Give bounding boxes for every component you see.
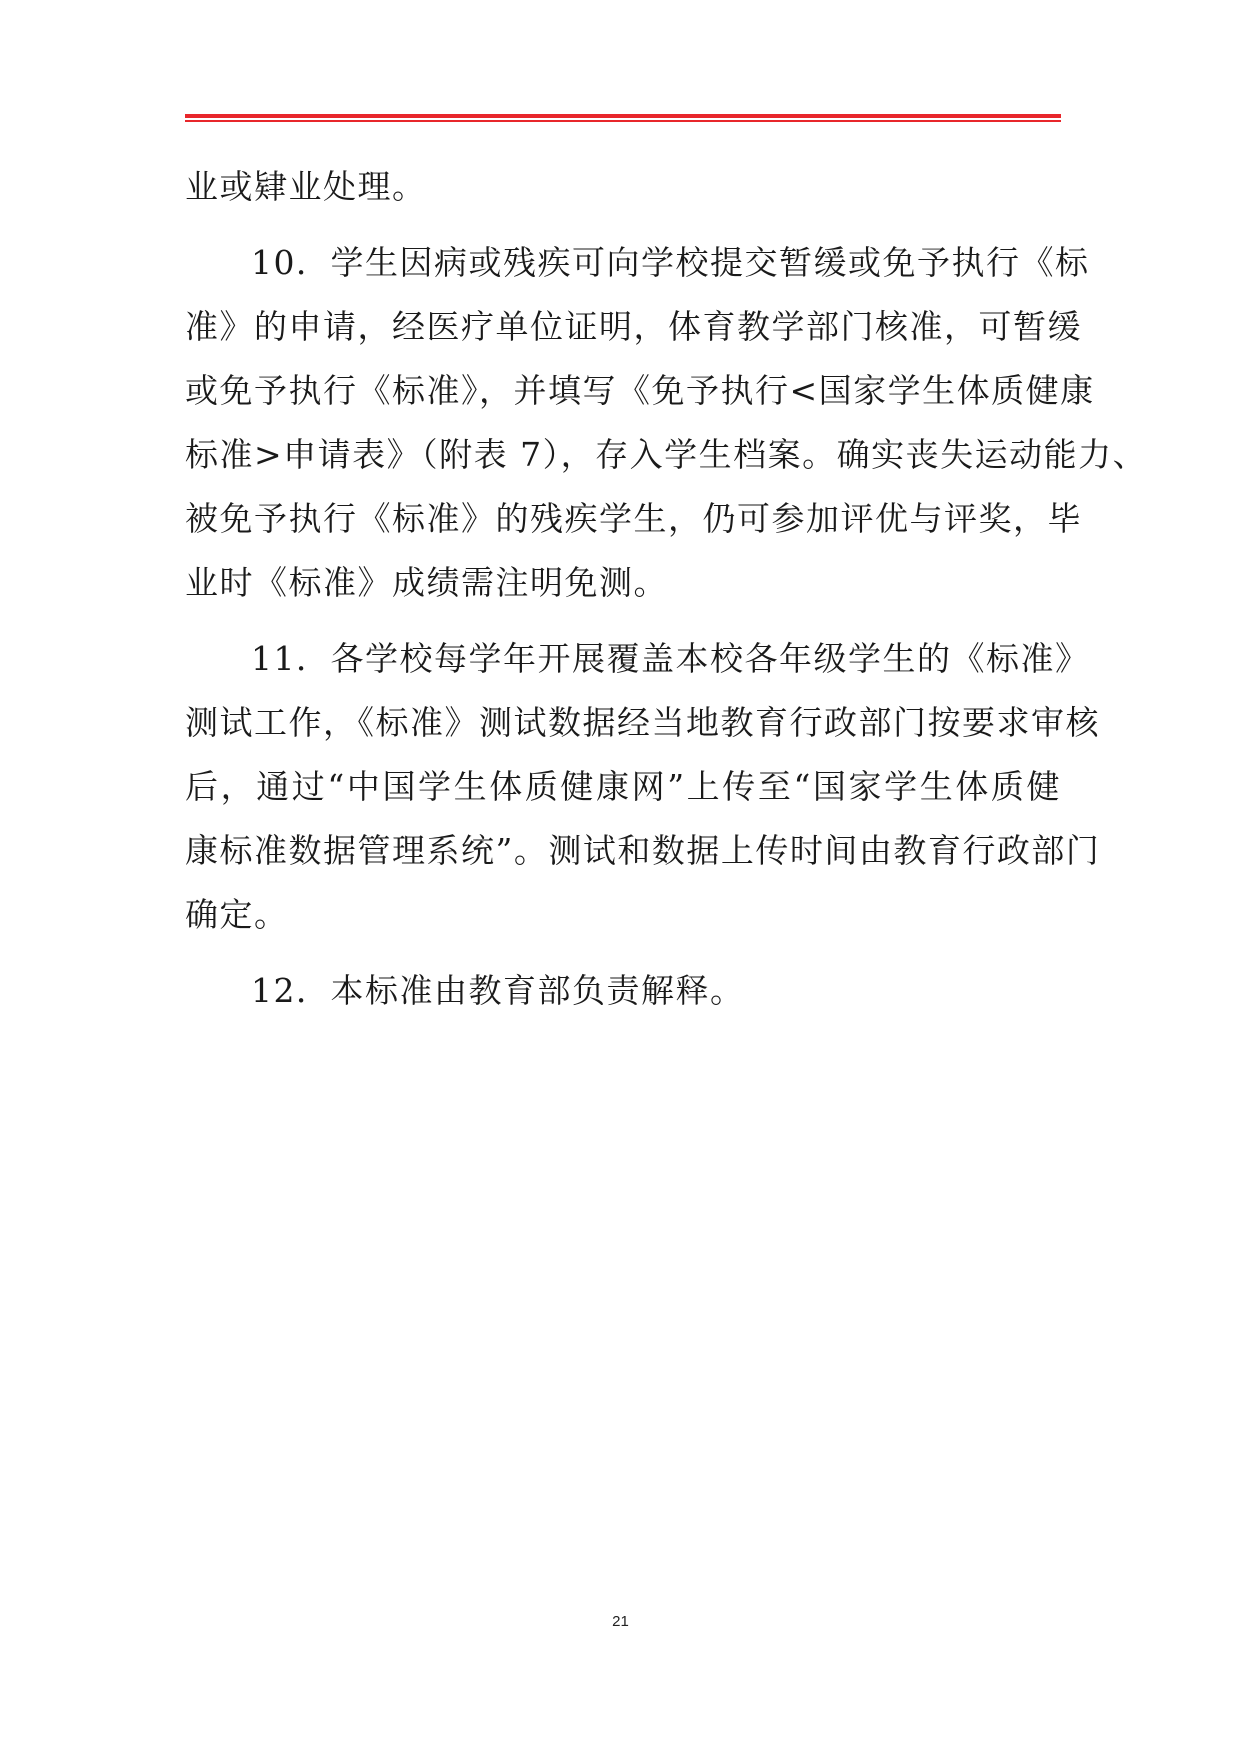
- text-line: 标准>申请表》（附表 7），存入学生档案。确实丧失运动能力、: [185, 435, 1148, 474]
- text-line: 11．各学校每学年开展覆盖本校各年级学生的《标准》: [251, 639, 1090, 678]
- page-number: 21: [612, 1613, 629, 1630]
- paragraph-11: [185, 627, 1101, 947]
- text-line: 或免予执行《标准》，并填写《免予执行<国家学生体质健康: [185, 371, 1095, 410]
- header-rule-thin: [185, 120, 1061, 122]
- text-line: 康标准数据管理系统”。测试和数据上传时间由教育行政部门: [185, 831, 1101, 870]
- header-rule-thick: [185, 114, 1061, 118]
- paragraph-continuation: [185, 155, 1061, 219]
- body-text: [185, 155, 1148, 1023]
- paragraph-10: [185, 231, 1148, 615]
- text-line: 12．本标准由教育部负责解释。: [251, 971, 745, 1010]
- text-line: 测试工作，《标准》测试数据经当地教育行政部门按要求审核: [185, 703, 1100, 742]
- text-line: 被免予执行《标准》的残疾学生，仍可参加评优与评奖，毕: [185, 499, 1082, 538]
- text-line: 后，通过“中国学生体质健康网”上传至“国家学生体质健: [185, 767, 1061, 806]
- paragraph-12: [185, 959, 1061, 1023]
- text-line: 准》的申请，经医疗单位证明，体育教学部门核准，可暂缓: [185, 307, 1082, 346]
- text-line: 确定。: [185, 895, 289, 934]
- text-line: 业时《标准》成绩需注明免测。: [185, 563, 668, 602]
- text-line: 10．学生因病或残疾可向学校提交暂缓或免予执行《标: [251, 243, 1090, 282]
- text-line: 业或肄业处理。: [185, 167, 427, 206]
